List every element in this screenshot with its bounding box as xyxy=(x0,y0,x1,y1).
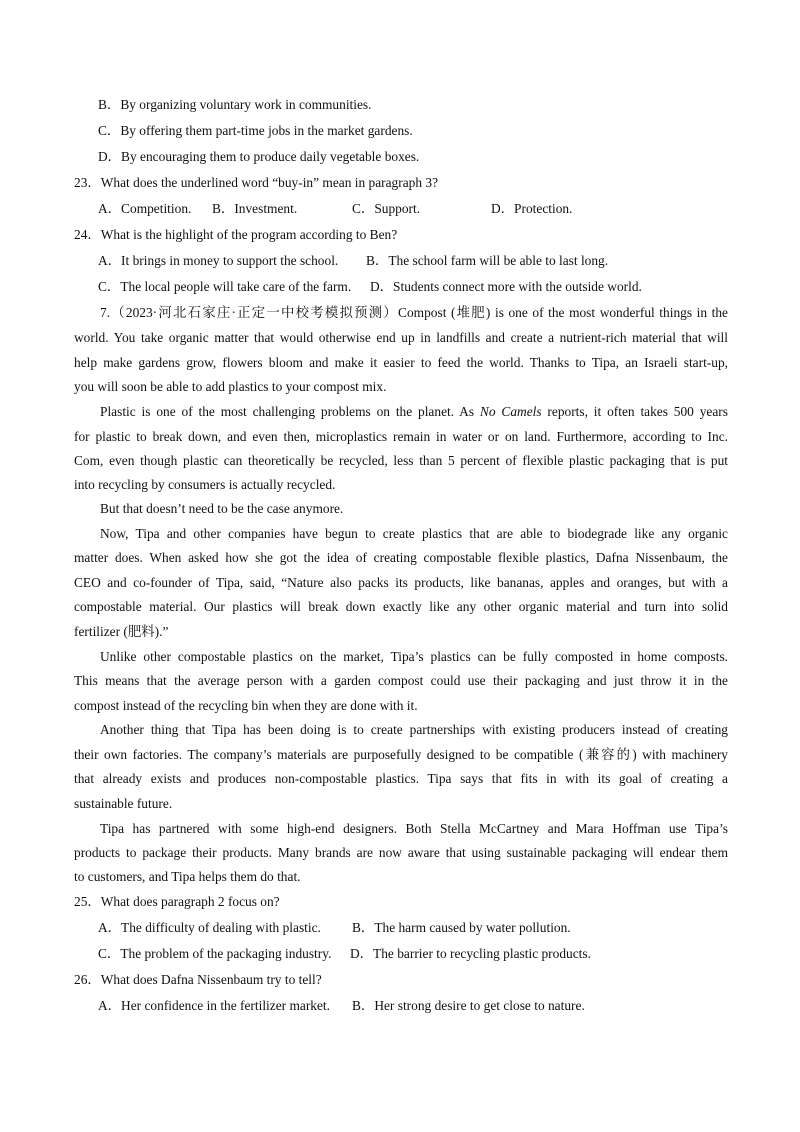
passage-p4-line3: CEO and co-founder of Tipa, said, “Nature also packs its products, like bananas, apples and oranges, but with a xyxy=(74,575,728,590)
passage-p4-line2: matter does. When asked how she got the idea of creating compostable flexible plastics, Dafna Nissenbaum, the xyxy=(74,550,728,565)
passage-p1-line1 xyxy=(100,304,728,322)
passage-p2-text-a: Plastic is one of the most challenging problems on the planet. As xyxy=(100,404,475,419)
q22-option-b: B．By organizing voluntary work in communities. xyxy=(98,97,372,112)
q25-option-c: C．The problem of the packaging industry. xyxy=(98,946,332,961)
passage-p2-text-b: reports, it often takes 500 years xyxy=(547,404,728,419)
q23-option-a: A．Competition. xyxy=(98,201,192,216)
no-camels-italic: No Camels xyxy=(479,404,542,419)
passage-p1-text: Compost (堆肥) is one of the most wonderful things in the xyxy=(398,305,728,320)
q22-option-c: C．By offering them part-time jobs in the market gardens. xyxy=(98,123,413,138)
q22-option-d: D．By encouraging them to produce daily vegetable boxes. xyxy=(98,149,420,164)
passage-p3: But that doesn’t need to be the case anymore. xyxy=(100,501,344,516)
q25-option-b: B．The harm caused by water pollution. xyxy=(352,920,571,935)
q24-option-d: D．Students connect more with the outside world. xyxy=(370,279,642,294)
q24-option-c: C．The local people will take care of the farm. xyxy=(98,279,352,294)
passage-p5-line2: This means that the average person with a garden compost could use their packaging and just throw it in the xyxy=(74,673,728,688)
passage-p6-line3: that already exists and produces non-compostable plastics. Tipa says that fits in with its goal of creating a xyxy=(74,771,728,786)
passage-p2-line4: into recycling by consumers is actually recycled. xyxy=(74,477,336,492)
passage-p1-line2: world. You take organic matter that would otherwise end up in landfills and create a nutrient-rich material that will xyxy=(74,330,728,345)
passage-p6-line2: their own factories. The company’s materials are purposefully designed to be compatible (兼容的) with machinery xyxy=(74,747,728,762)
q23-option-d: D．Protection. xyxy=(491,201,573,216)
passage-p6-line1: Another thing that Tipa has been doing is to create partnerships with existing producers instead of creating xyxy=(100,722,728,737)
passage-p5-line1: Unlike other compostable plastics on the market, Tipa’s plastics can be fully composted in home composts. xyxy=(100,649,728,664)
passage-p7-line2: products to package their products. Many brands are now aware that using sustainable packaging will endear them xyxy=(74,845,728,860)
q24-option-b: B．The school farm will be able to last long. xyxy=(366,253,609,268)
q26-option-a: A．Her confidence in the fertilizer market. xyxy=(98,998,330,1013)
q25-option-a: A．The difficulty of dealing with plastic. xyxy=(98,920,321,935)
passage-p1-line4: you will soon be able to add plastics to your compost mix. xyxy=(74,379,387,394)
q26-stem: 26．What does Dafna Nissenbaum try to tell? xyxy=(74,972,322,987)
q25-stem: 25．What does paragraph 2 focus on? xyxy=(74,894,280,909)
q23-option-b: B．Investment. xyxy=(212,201,298,216)
passage-p4-line5: fertilizer (肥料).” xyxy=(74,624,169,639)
passage-p4-line4: compostable material. Our plastics will break down exactly like any other organic material and turn into solid xyxy=(74,599,728,614)
passage-p4-line1: Now, Tipa and other companies have begun to create plastics that are able to biodegrade like any organic xyxy=(100,526,728,541)
passage-p5-line3: compost instead of the recycling bin when they are done with it. xyxy=(74,698,418,713)
q25-option-d: D．The barrier to recycling plastic products. xyxy=(350,946,591,961)
passage-source: 7.（2023·河北石家庄·正定一中校考模拟预测） xyxy=(100,305,399,320)
passage-p7-line1: Tipa has partnered with some high-end designers. Both Stella McCartney and Mara Hoffman use Tipa’s xyxy=(100,821,728,836)
passage-p6-line4: sustainable future. xyxy=(74,796,173,811)
q24-option-a: A．It brings in money to support the school. xyxy=(98,253,339,268)
q23-stem: 23．What does the underlined word “buy-in” mean in paragraph 3? xyxy=(74,175,439,190)
passage-p2-line2: for plastic to break down, and even then, microplastics remain in water or on land. Furthermore, according to Inc. xyxy=(74,429,728,444)
passage-p2-line3: Com, even though plastic can theoretically be recycled, less than 5 percent of flexible plastic packaging that is put xyxy=(74,453,728,468)
passage-p1-line3: help make gardens grow, flowers bloom and make it easier to feed the world. Thanks to Tipa, an Israeli start-up, xyxy=(74,355,728,370)
q26-option-b: B．Her strong desire to get close to nature. xyxy=(352,998,585,1013)
passage-p7-line3: to customers, and Tipa helps them do that. xyxy=(74,869,301,884)
q24-stem: 24．What is the highlight of the program according to Ben? xyxy=(74,227,398,242)
passage-p2-line1 xyxy=(100,403,728,421)
q23-option-c: C．Support. xyxy=(352,201,421,216)
